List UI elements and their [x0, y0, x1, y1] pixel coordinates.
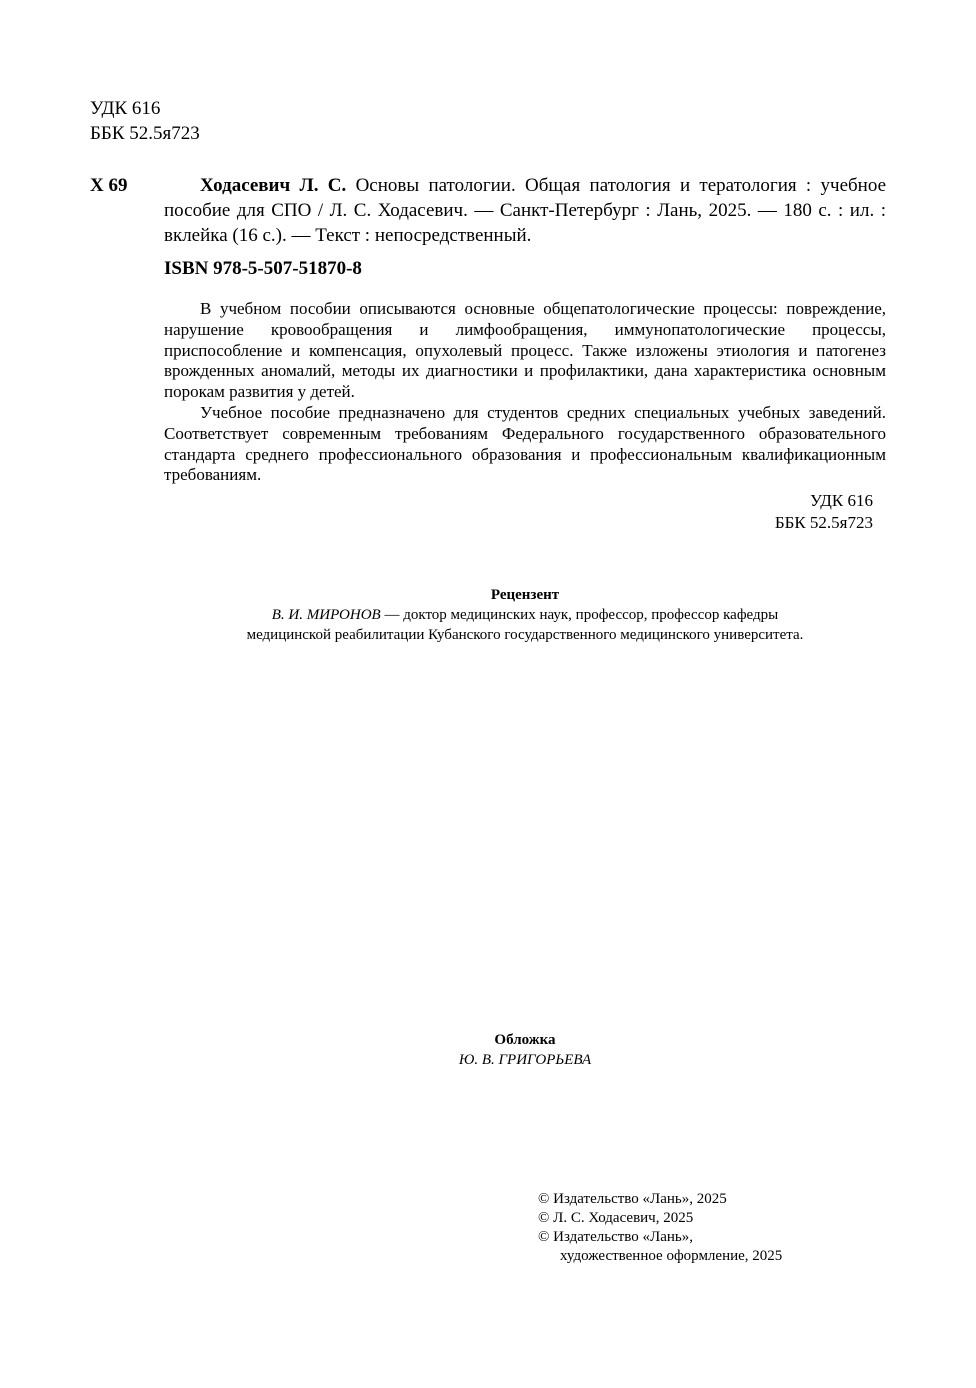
udk-code: УДК 616 [90, 98, 161, 119]
reviewer-desc-2: медицинской реабилитации Кубанского государственного медицинского университета. [246, 627, 804, 643]
copyright-line-2: © Л. С. Ходасевич, 2025 [538, 1210, 694, 1226]
reviewer-block [150, 585, 900, 645]
reviewer-desc-1: — доктор медицинских наук, профессор, профессор кафедры [380, 607, 779, 623]
abstract-paragraph-2: Учебное пособие предназначено для студентов средних специальных учебных заведений. Соответствует современным требованиям Федерального государственного образовательного стандарта среднего профессионального образования и профессиональным квалификационным требованиям. [164, 402, 886, 485]
bbk-code: ББК 52.5я723 [90, 123, 200, 144]
cover-credit-block [350, 1030, 700, 1070]
bibliographic-record [164, 173, 886, 248]
abstract-paragraph-1: В учебном пособии описываются основные общепатологические процессы: повреждение, нарушение кровообращения и лимфообращения, иммунопатологические процессы, приспособление и компенсация, опухолевый процесс. Также изложены этиология и патогенез врожденных аномалий, методы их диагностики и профилактики, дана характеристика основным порокам развития у детей. [164, 299, 886, 402]
udk-bbk-right [700, 490, 873, 534]
reviewer-line-1 [150, 605, 900, 625]
abstract [164, 299, 886, 486]
copyright-line-1: © Издательство «Лань», 2025 [538, 1191, 727, 1207]
author-mark: Х 69 [90, 175, 128, 196]
copyright-line-3: © Издательство «Лань», [538, 1229, 693, 1245]
reviewer-heading: Рецензент [490, 587, 560, 603]
udk-bbk-top [90, 96, 200, 146]
isbn: ISBN 978-5-507-51870-8 [164, 258, 362, 279]
cover-heading: Обложка [494, 1032, 556, 1048]
copyright-line-4: художественное оформление, 2025 [560, 1248, 783, 1264]
cover-designer-name: Ю. В. ГРИГОРЬЕВА [458, 1052, 592, 1068]
reviewer-name: В. И. МИРОНОВ [271, 607, 381, 623]
author-name: Ходасевич Л. С. [200, 175, 347, 196]
bbk-code-right: ББК 52.5я723 [774, 513, 873, 532]
udk-code-right: УДК 616 [809, 491, 873, 510]
copyright-block [538, 1190, 782, 1266]
bibliographic-description: Основы патологии. Общая патология и тератология : учебное пособие для СПО / Л. С. Ходасевич. — Санкт-Петербург : Лань, 2025. — 180 с. : ил. : вклейка (16 с.). — Текст : непосредственный. [164, 175, 886, 246]
